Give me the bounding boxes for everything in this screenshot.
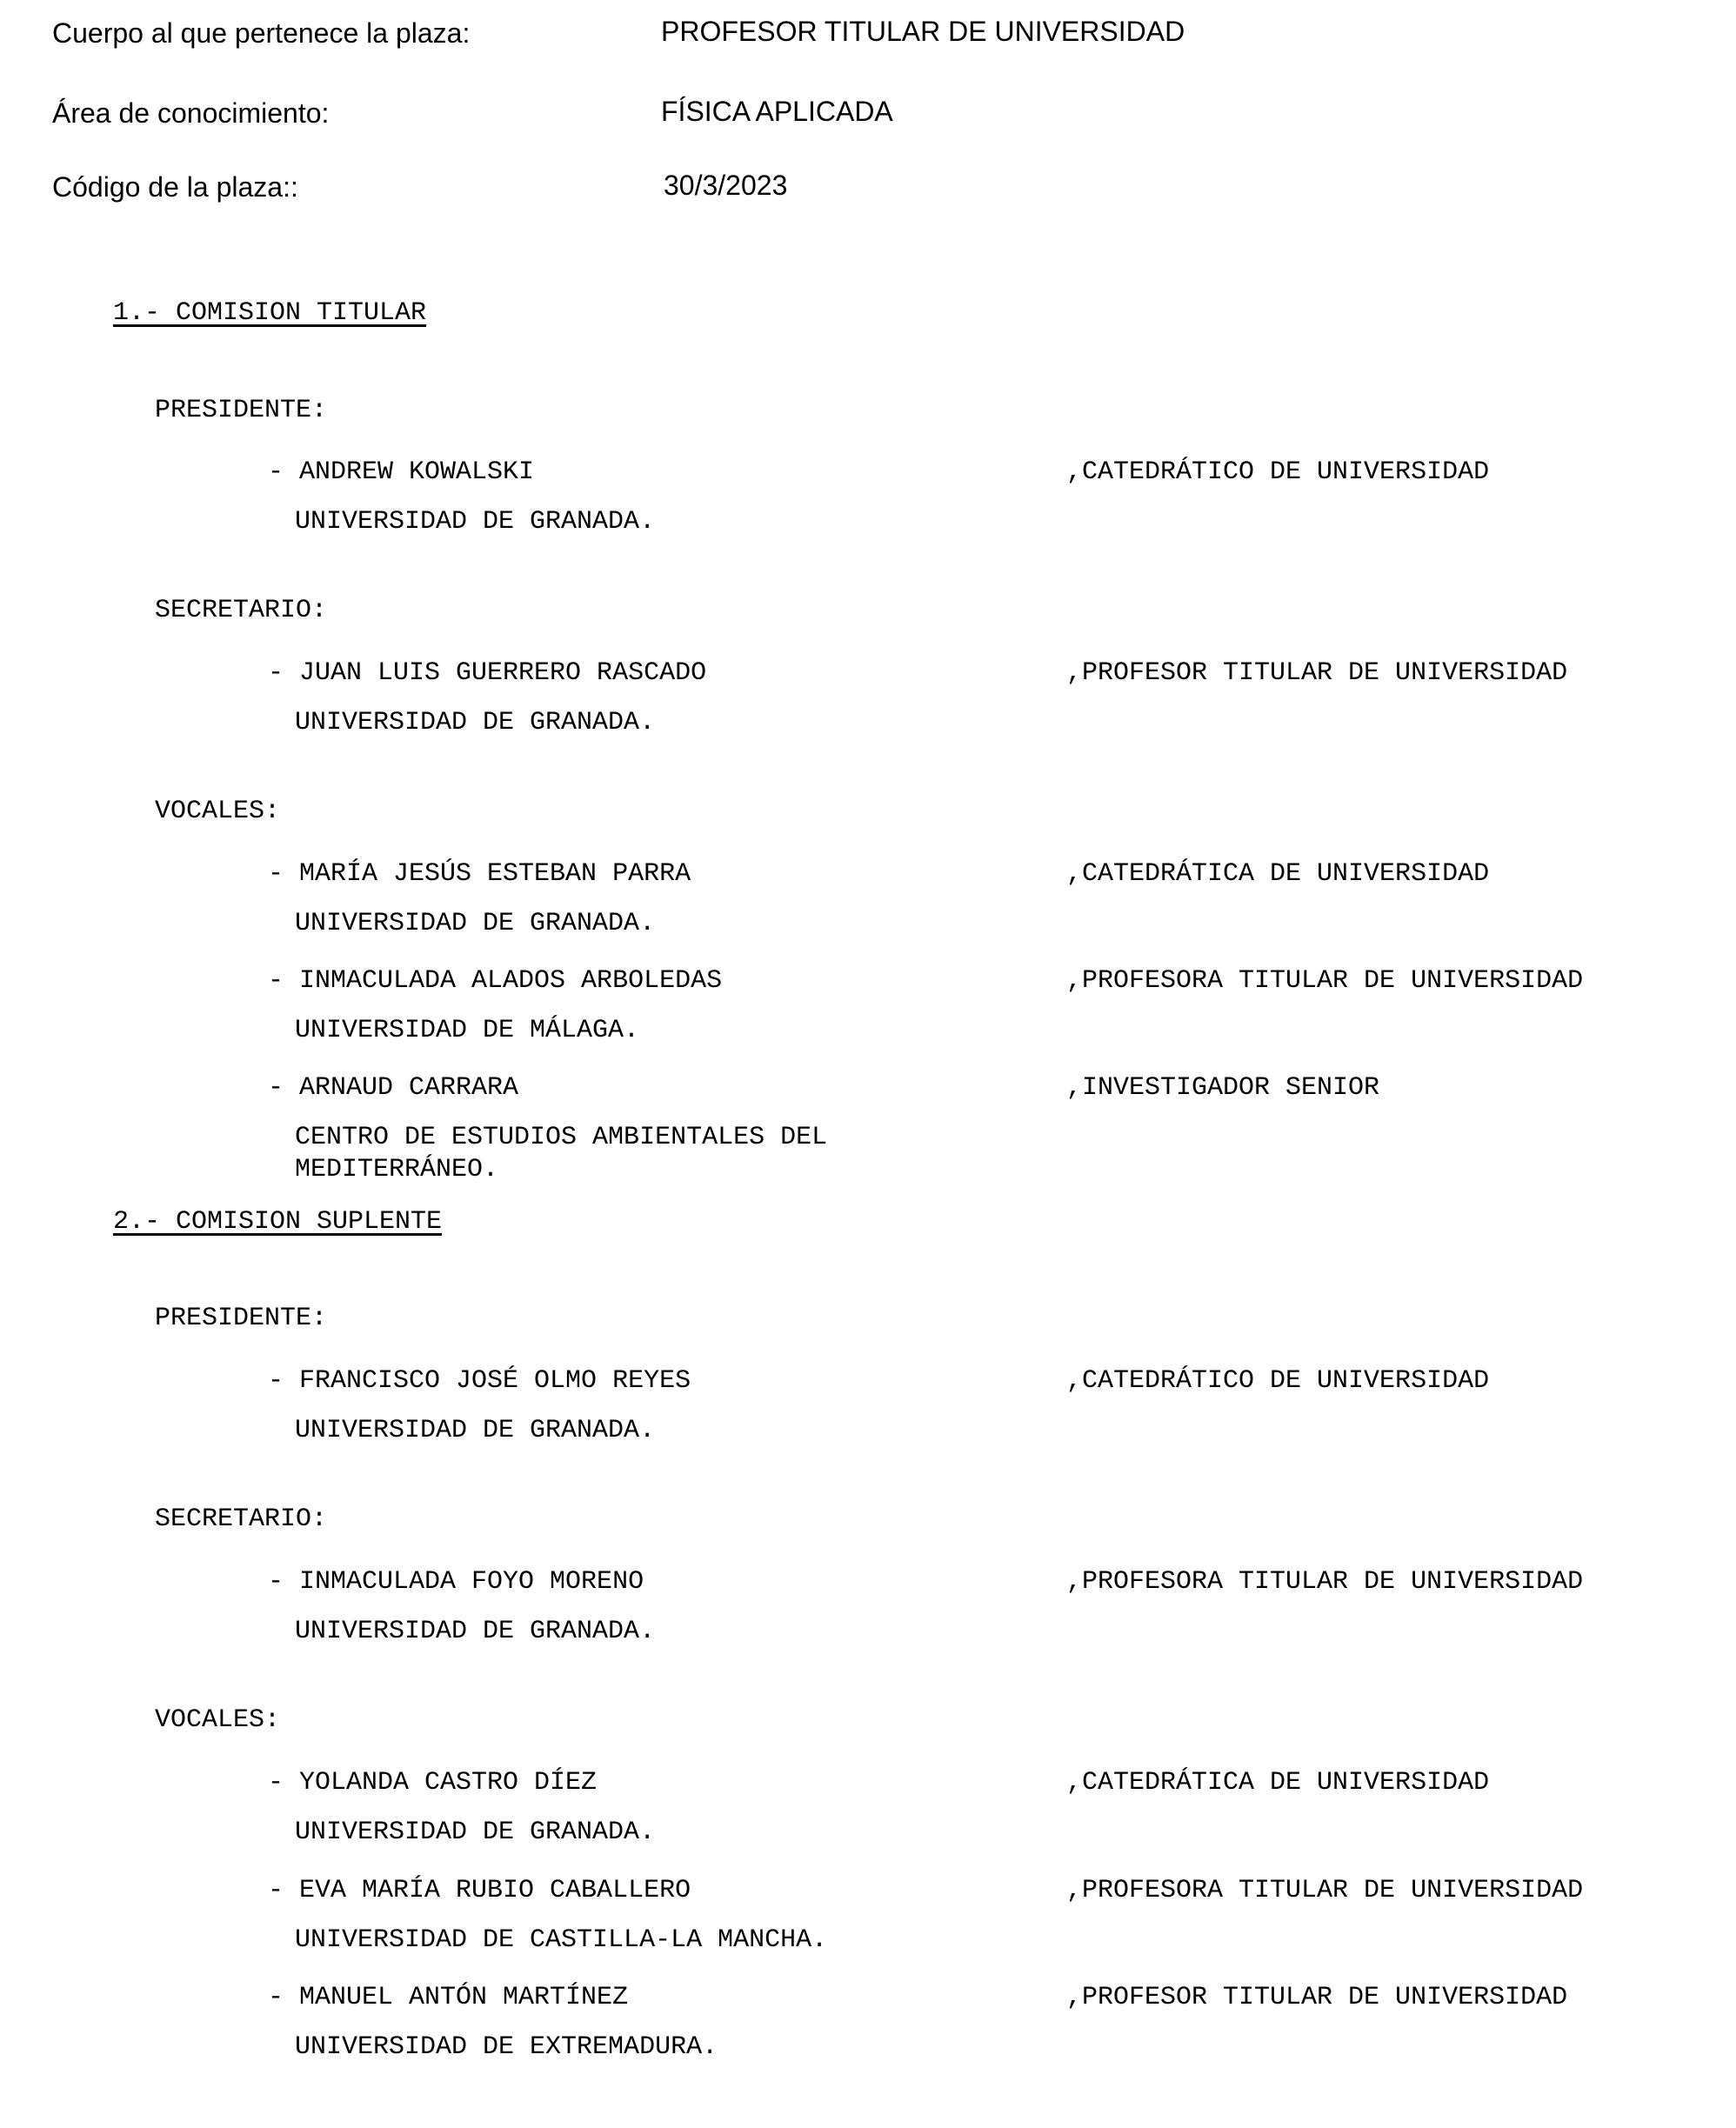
member-title: ,PROFESOR TITULAR DE UNIVERSIDAD: [1066, 658, 1568, 688]
role-label-vocales: VOCALES:: [155, 1705, 281, 1735]
member-title: ,CATEDRÁTICA DE UNIVERSIDAD: [1066, 1768, 1490, 1798]
member-name: - INMACULADA FOYO MORENO: [268, 1567, 644, 1597]
role-label-vocales: VOCALES:: [155, 797, 281, 826]
role-label-presidente: PRESIDENTE:: [155, 396, 328, 425]
role-label-presidente: PRESIDENTE:: [155, 1304, 328, 1333]
member-name: - FRANCISCO JOSÉ OLMO REYES: [268, 1366, 691, 1396]
member-institution: UNIVERSIDAD DE GRANADA.: [295, 1818, 656, 1847]
member-title: ,INVESTIGADOR SENIOR: [1066, 1073, 1380, 1103]
member-institution: UNIVERSIDAD DE GRANADA.: [295, 1617, 656, 1646]
area-label: Área de conocimiento:: [52, 97, 330, 129]
member-name: - INMACULADA ALADOS ARBOLEDAS: [268, 966, 723, 996]
codigo-value: 30/3/2023: [664, 170, 788, 201]
member-institution: UNIVERSIDAD DE GRANADA.: [295, 507, 656, 537]
member-institution: UNIVERSIDAD DE GRANADA.: [295, 1416, 656, 1445]
member-title: ,PROFESORA TITULAR DE UNIVERSIDAD: [1066, 1567, 1584, 1597]
member-name: - EVA MARÍA RUBIO CABALLERO: [268, 1876, 691, 1905]
member-institution: UNIVERSIDAD DE MÁLAGA.: [295, 1016, 640, 1045]
cuerpo-label: Cuerpo al que pertenece la plaza:: [52, 17, 471, 49]
member-name: - JUAN LUIS GUERRERO RASCADO: [268, 658, 707, 688]
role-label-secretario: SECRETARIO:: [155, 1504, 328, 1534]
member-title: ,CATEDRÁTICO DE UNIVERSIDAD: [1066, 1366, 1490, 1396]
member-institution: UNIVERSIDAD DE EXTREMADURA.: [295, 2032, 718, 2062]
area-value: FÍSICA APLICADA: [661, 96, 893, 127]
member-institution: UNIVERSIDAD DE CASTILLA-LA MANCHA.: [295, 1925, 828, 1955]
member-title: ,PROFESOR TITULAR DE UNIVERSIDAD: [1066, 1983, 1568, 2012]
member-title: ,CATEDRÁTICA DE UNIVERSIDAD: [1066, 859, 1490, 889]
member-name: - MARÍA JESÚS ESTEBAN PARRA: [268, 859, 691, 889]
codigo-label: Código de la plaza::: [52, 171, 298, 203]
member-name: - MANUEL ANTÓN MARTÍNEZ: [268, 1983, 629, 2012]
section-heading-suplente: 2.- COMISION SUPLENTE: [113, 1207, 443, 1237]
role-label-secretario: SECRETARIO:: [155, 596, 328, 625]
member-name: - ARNAUD CARRARA: [268, 1073, 519, 1103]
member-name: - ANDREW KOWALSKI: [268, 457, 535, 487]
member-institution: CENTRO DE ESTUDIOS AMBIENTALES DEL MEDITERRÁNEO.: [295, 1123, 828, 1184]
section-heading-titular: 1.- COMISION TITULAR: [113, 298, 427, 328]
member-title: ,PROFESORA TITULAR DE UNIVERSIDAD: [1066, 966, 1584, 996]
member-institution: UNIVERSIDAD DE GRANADA.: [295, 909, 656, 938]
member-name: - YOLANDA CASTRO DÍEZ: [268, 1768, 598, 1798]
member-title: ,CATEDRÁTICO DE UNIVERSIDAD: [1066, 457, 1490, 487]
member-institution: UNIVERSIDAD DE GRANADA.: [295, 708, 656, 737]
cuerpo-value: PROFESOR TITULAR DE UNIVERSIDAD: [661, 16, 1185, 47]
member-title: ,PROFESORA TITULAR DE UNIVERSIDAD: [1066, 1876, 1584, 1905]
